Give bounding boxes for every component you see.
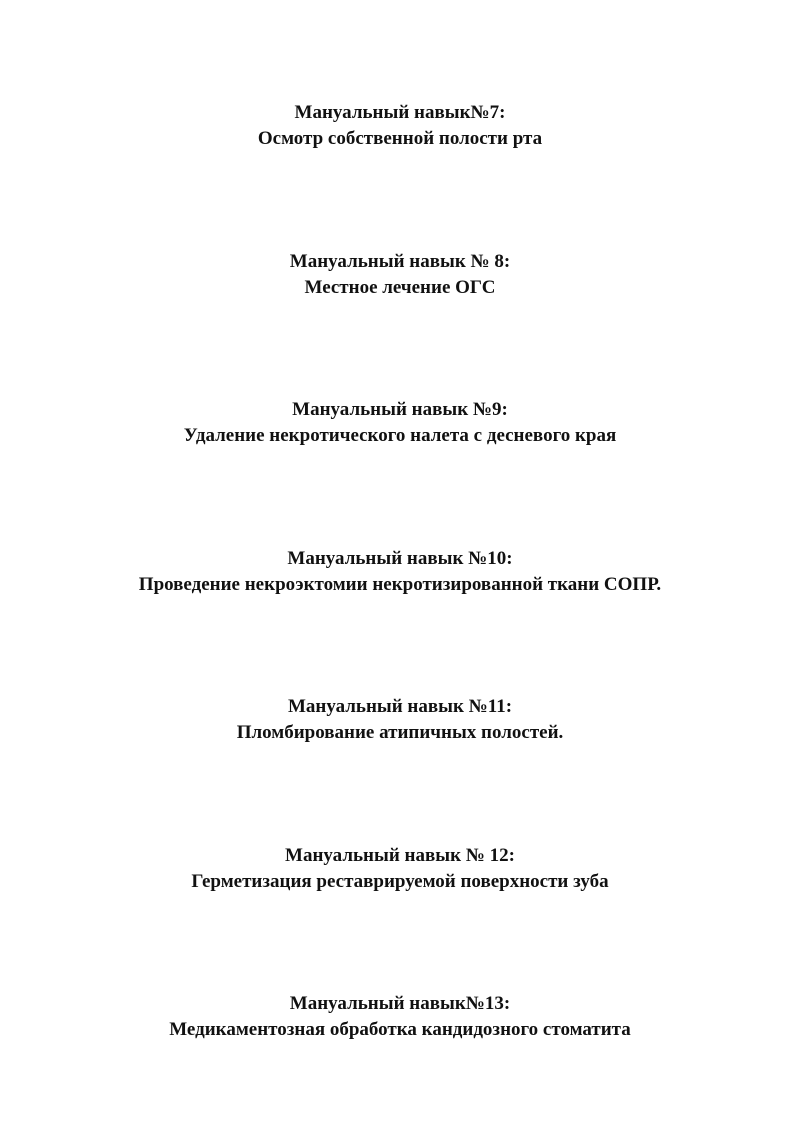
skill-title: Осмотр собственной полости рта [257,128,543,149]
skill-title: Медикаментозная обработка кандидозного стоматита [169,1019,631,1040]
skill-block-13 [0,991,800,1043]
skill-block-8 [0,249,800,301]
skill-block-7 [0,100,800,152]
skill-title: Проведение некроэктомии некротизированной ткани СОПР. [138,574,662,595]
skill-heading: Мануальный навык № 8: [289,251,511,272]
skill-heading: Мануальный навык№7: [294,102,506,123]
skill-heading: Мануальный навык № 12: [285,845,515,866]
skill-title: Удаление некротического налета с десневого края [183,425,617,446]
skill-block-10 [0,546,800,598]
skill-title: Местное лечение ОГС [304,277,496,298]
skill-block-12 [0,843,800,895]
skill-heading: Мануальный навык №11: [287,696,513,717]
skill-title: Герметизация реставрируемой поверхности зуба [191,871,609,892]
skill-heading: Мануальный навык №9: [292,399,508,420]
skill-heading: Мануальный навык №10: [287,548,513,569]
skill-block-11 [0,694,800,746]
skill-title: Пломбирование атипичных полостей. [236,722,564,743]
skill-block-9 [0,397,800,449]
skill-heading: Мануальный навык№13: [289,993,511,1014]
